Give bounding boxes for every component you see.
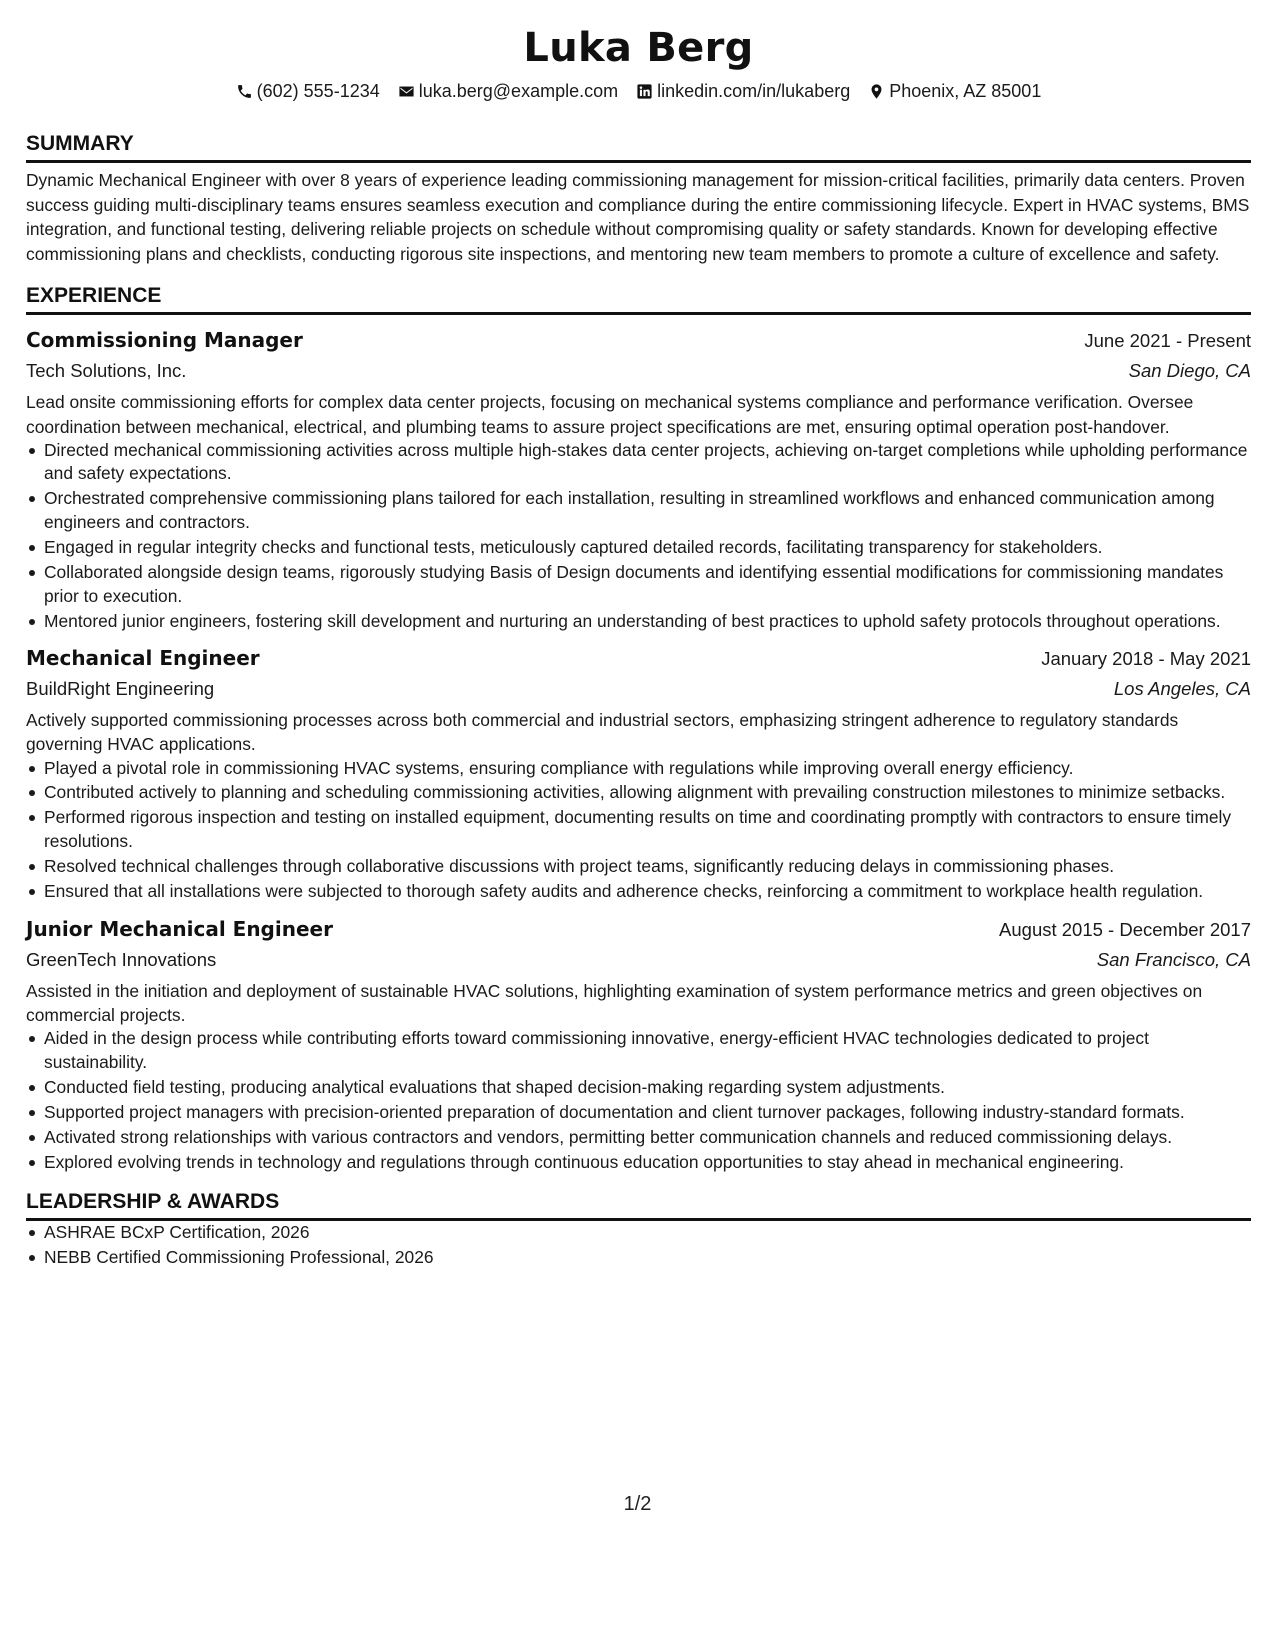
job-bullets (26, 1027, 1251, 1174)
job-description: Assisted in the initiation and deployment of sustainable HVAC solutions, highlighting examination of system performance metrics and green objectives on commercial projects. (26, 980, 1203, 1025)
contact-bar (26, 78, 1251, 104)
map-pin-icon (868, 83, 885, 100)
job-entry (26, 325, 1251, 633)
job-header-row (26, 325, 1251, 356)
linkedin-text[interactable]: linkedin.com/in/lukaberg (657, 81, 851, 101)
resume-page (26, 24, 1251, 1271)
phone-icon (236, 83, 253, 100)
job-company-row (26, 356, 1251, 386)
experience-heading: EXPERIENCE (26, 282, 1251, 315)
job-location: Los Angeles, CA (1113, 678, 1251, 700)
job-company: Tech Solutions, Inc. (26, 360, 187, 382)
contact-email[interactable] (398, 78, 618, 104)
job-header-row (26, 643, 1251, 674)
job-company: BuildRight Engineering (26, 678, 215, 700)
job-company-row (26, 674, 1251, 704)
job-entry (26, 914, 1251, 1175)
list-item: Directed mechanical commissioning activities across multiple high-stakes data center projects, achieving on-target completions while upholding performance and safety expectations. (26, 439, 1251, 486)
summary-text: Dynamic Mechanical Engineer with over 8 years of experience leading commissioning management for mission-critical facilities, primarily data centers. Proven success guiding multi-disciplinary teams ensures seamless execution and compliance during the entire commissioning lifecycle. Expert in HVAC systems, BMS integration, and functional testing, delivering reliable projects on schedule without compromising quality or safety standards. Known for developing effective commissioning plans and checklists, conducting rigorous site inspections, and mentoring new team members to promote a culture of excellence and safety. (26, 170, 1250, 264)
list-item: Orchestrated comprehensive commissioning plans tailored for each installation, resulting in streamlined workflows and enhanced communication among engineers and contractors. (26, 487, 1251, 534)
job-company-row (26, 945, 1251, 975)
list-item: Ensured that all installations were subjected to thorough safety audits and adherence checks, reinforcing a commitment to workplace health regulation. (26, 880, 1251, 904)
list-item: Supported project managers with precision-oriented preparation of documentation and client turnover packages, following industry-standard formats. (26, 1101, 1251, 1125)
candidate-name: Luka Berg (523, 25, 754, 71)
list-item: Played a pivotal role in commissioning HVAC systems, ensuring compliance with regulations while improving overall energy efficiency. (26, 757, 1251, 781)
email-text[interactable]: luka.berg@example.com (418, 81, 619, 101)
job-title: Commissioning Manager (26, 328, 303, 353)
job-dates: January 2018 - May 2021 (1041, 648, 1251, 670)
awards-heading: LEADERSHIP & AWARDS (26, 1188, 1251, 1221)
job-header-row (26, 914, 1251, 945)
summary-heading: SUMMARY (26, 130, 1251, 163)
list-item: Resolved technical challenges through collaborative discussions with project teams, significantly reducing delays in commissioning phases. (26, 855, 1251, 879)
linkedin-icon (636, 83, 653, 100)
job-location: San Francisco, CA (1096, 948, 1251, 970)
awards-section (26, 1188, 1251, 1270)
job-location: San Diego, CA (1128, 360, 1251, 382)
list-item: Engaged in regular integrity checks and functional tests, meticulously captured detailed records, facilitating transparency for stakeholders. (26, 536, 1251, 560)
summary-section (26, 130, 1251, 266)
envelope-icon (398, 83, 415, 100)
job-bullets (26, 439, 1251, 633)
location-text: Phoenix, AZ 85001 (889, 81, 1042, 101)
job-description: Actively supported commissioning processes across both commercial and industrial sectors, emphasizing stringent adherence to regulatory standards governing HVAC applications. (26, 710, 1179, 755)
job-bullets (26, 757, 1251, 904)
awards-list (26, 1221, 1251, 1270)
list-item: Explored evolving trends in technology and regulations through continuous education opportunities to stay ahead in mechanical engineering. (26, 1151, 1251, 1175)
list-item: Aided in the design process while contributing efforts toward commissioning innovative, energy-efficient HVAC technologies dedicated to project sustainability. (26, 1027, 1251, 1074)
list-item: Mentored junior engineers, fostering skill development and nurturing an understanding of best practices to uphold safety protocols throughout operations. (26, 610, 1251, 634)
list-item: ASHRAE BCxP Certification, 2026 (26, 1221, 1251, 1245)
job-title: Mechanical Engineer (26, 646, 260, 671)
job-title: Junior Mechanical Engineer (26, 916, 333, 941)
page-number: 1/2 (623, 1493, 652, 1515)
list-item: Contributed actively to planning and scheduling commissioning activities, allowing alignment with prevailing construction milestones to minimize setbacks. (26, 781, 1251, 805)
list-item: NEBB Certified Commissioning Professional, 2026 (26, 1246, 1251, 1270)
job-dates: August 2015 - December 2017 (999, 918, 1251, 940)
contact-linkedin[interactable] (636, 78, 850, 104)
phone-text: (602) 555-1234 (256, 81, 380, 101)
list-item: Conducted field testing, producing analytical evaluations that shaped decision-making regarding system adjustments. (26, 1076, 1251, 1100)
job-dates: June 2021 - Present (1084, 330, 1251, 352)
job-description: Lead onsite commissioning efforts for complex data center projects, focusing on mechanical systems compliance and performance verification. Oversee coordination between mechanical, electrical, and plumbing teams to assure project specifications are met, ensuring optimal operation post-handover. (26, 392, 1194, 437)
job-company: GreenTech Innovations (26, 948, 217, 970)
experience-section (26, 282, 1251, 1174)
list-item: Collaborated alongside design teams, rigorously studying Basis of Design documents and identifying essential modifications for commissioning mandates prior to execution. (26, 561, 1251, 608)
contact-location (868, 78, 1041, 104)
contact-phone (236, 78, 380, 104)
list-item: Performed rigorous inspection and testing on installed equipment, documenting results on time and coordinating promptly with contractors to ensure timely resolutions. (26, 806, 1251, 853)
list-item: Activated strong relationships with various contractors and vendors, permitting better communication channels and reduced commissioning delays. (26, 1126, 1251, 1150)
job-entry (26, 643, 1251, 904)
